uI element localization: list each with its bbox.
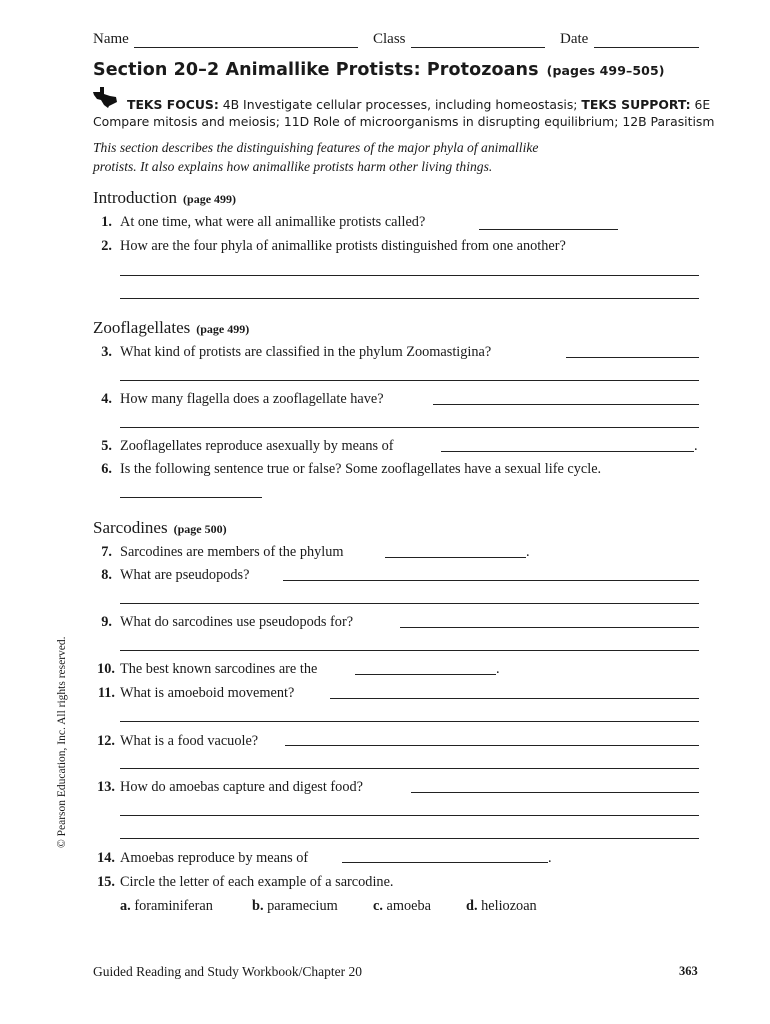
q11-number: 11.	[97, 685, 115, 701]
q7-text: Sarcodines are members of the phylum	[120, 544, 344, 560]
class-label: Class	[373, 31, 406, 47]
teks-line-2: Compare mitosis and meiosis; 11D Role of microorganisms in disrupting equilibrium; 12B Parasitism	[93, 114, 715, 129]
q9-text: What do sarcodines use pseudopods for?	[120, 614, 354, 630]
q9-answer-line[interactable]	[400, 627, 699, 628]
q6-text: Is the following sentence true or false? Some zooflagellates have a sexual life cycle.	[120, 461, 602, 477]
option-text: heliozoan	[481, 898, 537, 914]
q15-text: Circle the letter of each example of a sarcodine.	[120, 874, 394, 890]
q11-text: What is amoeboid movement?	[120, 685, 295, 701]
option-letter: b.	[252, 898, 264, 914]
q2-answer-line[interactable]	[120, 275, 699, 276]
teks-support-text: 6E	[690, 97, 711, 112]
q2-number: 2.	[101, 238, 112, 254]
q15-option-b[interactable]	[252, 898, 338, 915]
name-label: Name	[93, 31, 129, 47]
q3-answer-line[interactable]	[120, 380, 699, 381]
option-text: foraminiferan	[134, 898, 213, 914]
q14-period: .	[548, 850, 552, 866]
section-title: Section 20–2 Animallike Protists: Protozoans	[93, 60, 539, 80]
q10-number: 10.	[97, 661, 115, 677]
date-label: Date	[560, 31, 589, 47]
q13-answer-line[interactable]	[411, 792, 699, 793]
q15-option-c[interactable]	[373, 898, 431, 915]
option-letter: c.	[373, 898, 383, 914]
q6-number: 6.	[101, 461, 112, 477]
teks-line-1	[127, 97, 710, 112]
name-field[interactable]	[134, 47, 358, 48]
q5-answer-line[interactable]	[441, 451, 694, 452]
q1-number: 1.	[101, 214, 112, 230]
option-text: amoeba	[386, 898, 431, 914]
option-text: paramecium	[267, 898, 338, 914]
q11-answer-line[interactable]	[330, 698, 699, 699]
q4-answer-line[interactable]	[120, 427, 699, 428]
q10-text: The best known sarcodines are the	[120, 661, 318, 677]
page-title	[93, 60, 665, 80]
q6-answer-line[interactable]	[120, 497, 262, 498]
heading-introduction-pages: (page 499)	[183, 192, 237, 206]
heading-sarcodines	[93, 518, 227, 538]
q7-number: 7.	[101, 544, 112, 560]
heading-zooflagellates-text: Zooflagellates	[93, 318, 191, 337]
heading-introduction	[93, 188, 236, 208]
q12-number: 12.	[97, 733, 115, 749]
q14-number: 14.	[97, 850, 115, 866]
q3-text: What kind of protists are classified in the phylum Zoomastigina?	[120, 344, 492, 360]
q1-text: At one time, what were all animallike protists called?	[120, 214, 426, 230]
q13-text: How do amoebas capture and digest food?	[120, 779, 363, 795]
class-field[interactable]	[411, 47, 545, 48]
footer-workbook: Guided Reading and Study Workbook/Chapter 20	[93, 964, 363, 979]
q10-period: .	[496, 661, 500, 677]
q1-answer-line[interactable]	[479, 229, 618, 230]
q8-answer-line[interactable]	[120, 603, 699, 604]
section-description: This section describes the distinguishing features of the major phyla of animallike protists. It also explains how animallike protists harm other living things.	[93, 140, 539, 174]
q15-number: 15.	[97, 874, 115, 890]
q3-number: 3.	[101, 344, 112, 360]
q2-text: How are the four phyla of animallike protists distinguished from one another?	[120, 238, 566, 254]
copyright-notice: © Pearson Education, Inc. All rights reserved.	[56, 636, 68, 848]
q8-text: What are pseudopods?	[120, 567, 250, 583]
teks-focus-text: 4B Investigate cellular processes, including homeostasis;	[218, 97, 582, 112]
q7-answer-line[interactable]	[385, 557, 526, 558]
q14-text: Amoebas reproduce by means of	[120, 850, 309, 866]
q9-number: 9.	[101, 614, 112, 630]
date-field[interactable]	[594, 47, 699, 48]
q12-answer-line[interactable]	[120, 768, 699, 769]
q9-answer-line[interactable]	[120, 650, 699, 651]
q12-answer-line[interactable]	[285, 745, 699, 746]
q15-option-a[interactable]	[120, 898, 213, 915]
q12-text: What is a food vacuole?	[120, 733, 259, 749]
q8-number: 8.	[101, 567, 112, 583]
q4-text: How many flagella does a zooflagellate have?	[120, 391, 384, 407]
q10-answer-line[interactable]	[355, 674, 496, 675]
page-number: 363	[679, 964, 698, 978]
q14-answer-line[interactable]	[342, 862, 548, 863]
teks-support-label: TEKS SUPPORT:	[581, 97, 691, 112]
q13-answer-line[interactable]	[120, 838, 699, 839]
option-letter: d.	[466, 898, 478, 914]
option-letter: a.	[120, 898, 131, 914]
q3-answer-line[interactable]	[566, 357, 699, 358]
heading-sarcodines-pages: (page 500)	[173, 522, 227, 536]
title-pages: (pages 499–505)	[546, 63, 665, 78]
q4-number: 4.	[101, 391, 112, 407]
q5-period: .	[694, 438, 698, 454]
q11-answer-line[interactable]	[120, 721, 699, 722]
q13-number: 13.	[97, 779, 115, 795]
heading-sarcodines-text: Sarcodines	[93, 518, 168, 537]
q8-answer-line[interactable]	[283, 580, 699, 581]
heading-zooflagellates	[93, 318, 249, 338]
q13-answer-line[interactable]	[120, 815, 699, 816]
q5-text: Zooflagellates reproduce asexually by means of	[120, 438, 394, 454]
q15-option-d[interactable]	[466, 898, 537, 915]
q4-answer-line[interactable]	[433, 404, 699, 405]
heading-introduction-text: Introduction	[93, 188, 178, 207]
q7-period: .	[526, 544, 530, 560]
heading-zooflagellates-pages: (page 499)	[196, 322, 250, 336]
q5-number: 5.	[101, 438, 112, 454]
q2-answer-line[interactable]	[120, 298, 699, 299]
teks-focus-label: TEKS FOCUS:	[127, 97, 219, 112]
texas-icon	[91, 86, 119, 108]
